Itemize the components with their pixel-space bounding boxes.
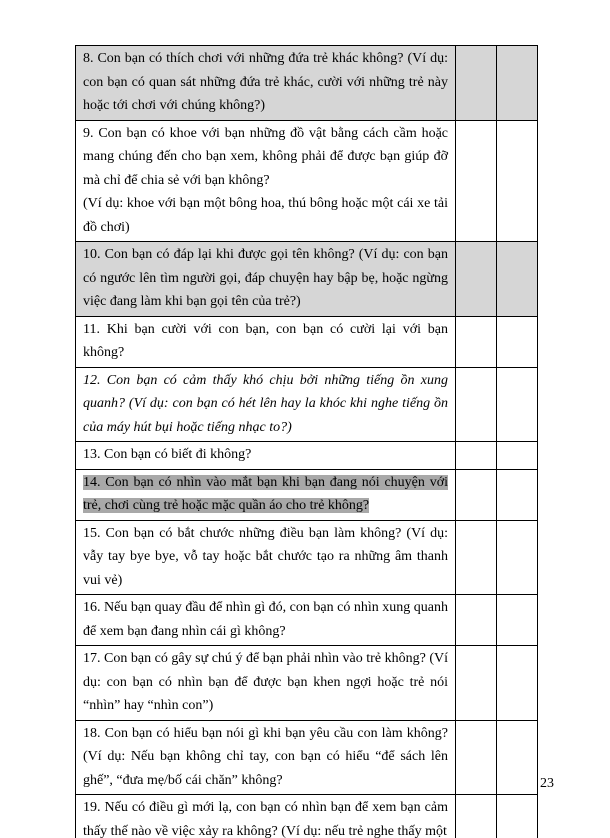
answer-cell: [497, 442, 538, 470]
answer-cell: [456, 646, 497, 721]
question-cell: [76, 46, 456, 121]
questionnaire-table: [75, 45, 538, 838]
answer-cell: [497, 316, 538, 367]
question-text: 17. Con bạn có gây sự chú ý để bạn phải nhìn vào trẻ không? (Ví dụ: con bạn có nhìn bạn để được bạn khen ngợi hoặc trẻ nói “nhìn” hay “nhìn con”): [83, 651, 448, 713]
answer-cell: [497, 795, 538, 838]
table-row-q18: [76, 720, 538, 795]
question-text: 15. Con bạn có bắt chước những điều bạn làm không? (Ví dụ: vẫy tay bye bye, vỗ tay hoặc bắt chước tạo ra những âm thanh vui vẻ): [83, 525, 448, 588]
question-text: [83, 471, 448, 518]
page-number: 23: [540, 776, 554, 791]
table-row-q17: [76, 646, 538, 721]
question-example-text: (Ví dụ: khoe với bạn một bông hoa, thú bông hoặc một cái xe tải đồ chơi): [83, 196, 448, 235]
answer-cell: [497, 367, 538, 442]
table-row-q11: [76, 316, 538, 367]
question-text: 8. Con bạn có thích chơi với những đứa trẻ khác không? (Ví dụ: con bạn có quan sát những đứa trẻ khác, cười với những trẻ này hoặc tới chơi với chúng không?): [83, 51, 448, 113]
question-cell: [76, 595, 456, 646]
question-text: 16. Nếu bạn quay đầu để nhìn gì đó, con bạn có nhìn xung quanh để xem bạn đang nhìn cái gì không?: [83, 600, 448, 639]
answer-cell: [497, 469, 538, 520]
answer-cell: [456, 795, 497, 838]
answer-cell: [497, 720, 538, 795]
answer-cell: [456, 442, 497, 470]
table-row-q13: [76, 442, 538, 470]
question-cell: [76, 367, 456, 442]
answer-cell: [497, 120, 538, 242]
table-row-q14: [76, 469, 538, 520]
highlighted-text: 14. Con bạn có nhìn vào mắt bạn khi bạn đang nói chuyện với trẻ, chơi cùng trẻ hoặc mặc quần áo cho trẻ không?: [83, 474, 448, 513]
question-cell: [76, 442, 456, 470]
answer-cell: [456, 316, 497, 367]
question-cell: [76, 242, 456, 317]
question-text: 13. Con bạn có biết đi không?: [83, 447, 252, 462]
answer-cell: [456, 595, 497, 646]
answer-cell: [497, 646, 538, 721]
question-cell: [76, 469, 456, 520]
table-row-q9: [76, 120, 538, 242]
question-cell: [76, 120, 456, 242]
question-text: 11. Khi bạn cười với con bạn, con bạn có cười lại với bạn không?: [83, 321, 448, 360]
answer-cell: [456, 46, 497, 121]
question-text: 18. Con bạn có hiểu bạn nói gì khi bạn yêu cầu con làm không? (Ví dụ: Nếu bạn không chỉ tay, con bạn có hiểu “để sách lên ghế”, “đưa mẹ/bố cái chăn” không?: [83, 725, 448, 788]
answer-cell: [456, 520, 497, 595]
answer-cell: [497, 595, 538, 646]
question-cell: [76, 720, 456, 795]
question-text: 10. Con bạn có đáp lại khi được gọi tên không? (Ví dụ: con bạn có ngước lên tìm người gọi, đáp chuyện hay bập bẹ, hoặc ngừng việc đang làm khi bạn gọi tên của trẻ?): [83, 247, 448, 309]
question-cell: [76, 520, 456, 595]
table-row-q10: [76, 242, 538, 317]
question-cell: [76, 646, 456, 721]
answer-cell: [456, 469, 497, 520]
table-row-q19: [76, 795, 538, 838]
answer-cell: [456, 720, 497, 795]
question-text: 12. Con bạn có cảm thấy khó chịu bởi những tiếng ồn xung quanh? (Ví dụ: con bạn có hét lên hay la khóc khi nghe tiếng ồn của máy hút bụi hoặc tiếng nhạc to?): [83, 372, 448, 435]
table-row-q16: [76, 595, 538, 646]
answer-cell: [456, 242, 497, 317]
table-row-q15: [76, 520, 538, 595]
question-cell: [76, 316, 456, 367]
answer-cell: [497, 242, 538, 317]
answer-cell: [456, 367, 497, 442]
question-cell: [76, 795, 456, 838]
question-text: 9. Con bạn có khoe với bạn những đồ vật bằng cách cầm hoặc mang chúng đến cho bạn xem, không phải để được bạn giúp đỡ mà chỉ để chia sẻ với bạn không?: [83, 125, 448, 188]
question-text: 19. Nếu có điều gì mới lạ, con bạn có nhìn bạn để xem bạn cảm thấy thế nào về việc xảy ra không? (Ví dụ: nếu trẻ nghe thấy một: [83, 800, 448, 838]
answer-cell: [497, 520, 538, 595]
table-row-q12: [76, 367, 538, 442]
table-row-q8: [76, 46, 538, 121]
answer-cell: [497, 46, 538, 121]
answer-cell: [456, 120, 497, 242]
